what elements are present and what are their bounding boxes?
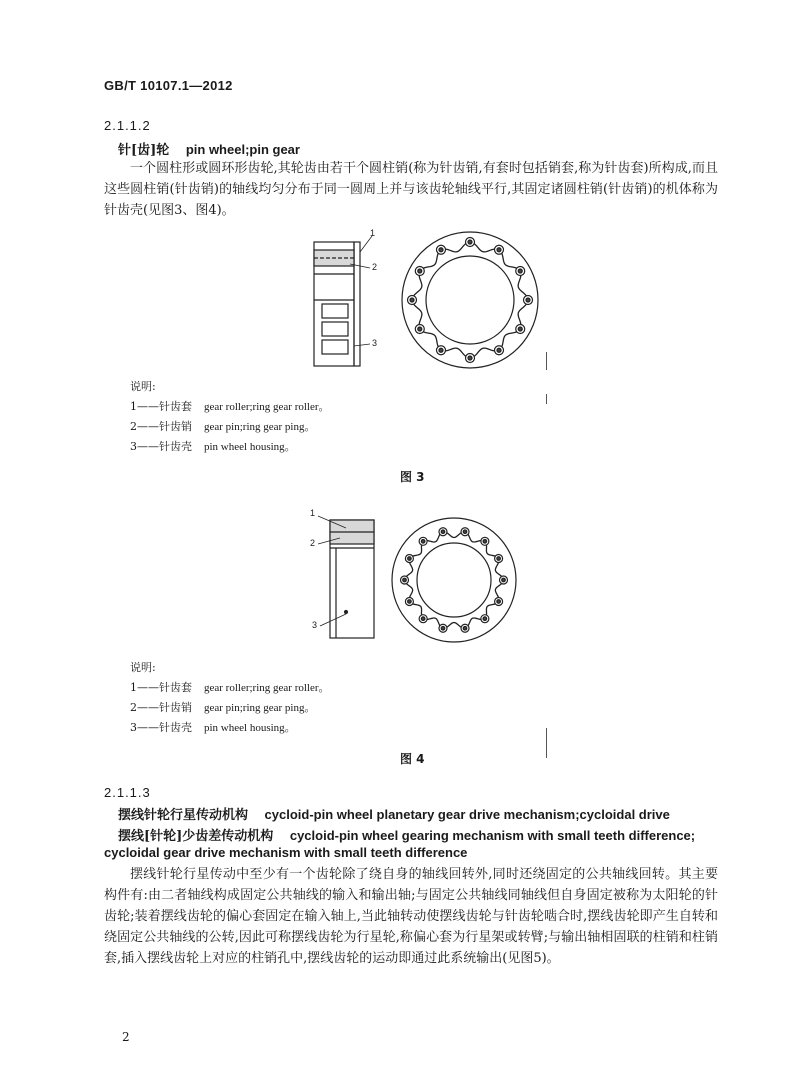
term-en-continued: cycloidal gear drive mechanism with small teeth difference [104,845,468,860]
gear-pin-core [518,269,522,273]
figure-4-legend [130,658,330,738]
gear-pin-core [468,240,472,244]
definition-pin-wheel: 一个圆柱形或圆环形齿轮,其轮齿由若干个圆柱销(称为针齿销,有套时包括销套,称为针齿套)所构成,而且这些圆柱销(针齿销)的轴线均匀分布于同一圆周上并与该齿轮轴线平行,其固定诸圆柱销(针齿销)的机体称为针齿壳(见图3、图4)。 [104,161,718,218]
gear-pin-core [418,327,422,331]
legend-item-1: 1——针齿套 gear roller;ring gear roller。 [130,400,330,413]
term-zh: 摆线针轮行星传动机构 [118,808,249,823]
term-pin-wheel [118,139,300,158]
gear-pin-core [483,617,487,621]
gear-pin-core [497,557,501,561]
figure-3-legend [130,377,330,457]
gear-pin-core [408,557,412,561]
legend-item-3: 3——针齿壳 pin wheel housing。 [130,440,296,453]
gear-pin-core [410,298,414,302]
standard-number: GB/T 10107.1—2012 [104,78,233,93]
term-cycloid-drive [118,804,670,823]
term-zh: 摆线[针轮]少齿差传动机构 [118,829,274,844]
scan-mark [546,394,547,404]
figure-4-drawing [300,508,540,648]
gear-pin-core [441,530,445,534]
figure-4-side-view [318,516,374,638]
scan-mark [546,352,547,370]
gear-pin-core [463,626,467,630]
figure-3-caption: 图 3 [400,470,425,484]
section-number-2-1-1-2: 2.1.1.2 [104,118,151,133]
term-small-teeth-difference [118,825,695,844]
gear-pin-core [483,540,487,544]
legend-item-2: 2——针齿销 gear pin;ring gear ping。 [130,701,316,714]
gear-pin-core [526,298,530,302]
definition-cycloid-drive: 摆线针轮行星传动中至少有一个齿轮除了绕自身的轴线回转外,同时还绕固定的公共轴线回转。其主要构件有:由二者轴线构成固定公共轴线的输入和输出轴;与固定公共轴线同轴线但自身固定被称为太阳轮的针齿轮;装着摆线齿轮的偏心套固定在输入轴上,当此轴转动使摆线齿轮与针齿轮啮合时,摆线齿轮即产生自转和绕固定公共轴线的公转,因此可称摆线齿轮为行星轮,称偏心套为行星架或转臂;与输出轴相固联的柱销和柱销套,插入摆线齿轮上对应的柱销孔中,摆线齿轮的运动即通过此系统输出(见图5)。 [104,867,718,966]
scan-mark [546,728,547,758]
gear-pin-core [418,269,422,273]
gear-pin-core [403,578,407,582]
section-number-2-1-1-3: 2.1.1.3 [104,785,151,800]
gear-pin-core [463,530,467,534]
term-en: cycloid-pin wheel gearing mechanism with small teeth difference; [289,828,696,843]
fig3-callout-3: 3 [372,338,378,348]
figure-4-front-view [392,518,516,642]
page-number: 2 [122,1030,130,1044]
gear-pin-core [518,327,522,331]
figure-3-drawing [300,222,540,372]
figure-3-side-view [314,236,372,366]
figure-3-front-view [402,232,538,368]
gear-pin-core [439,348,443,352]
term-en: pin wheel;pin gear [185,142,300,157]
legend-item-1: 1——针齿套 gear roller;ring gear roller。 [130,681,330,694]
gear-pin-core [468,356,472,360]
fig4-callout-3: 3 [312,620,318,630]
gear-pin-core [408,600,412,604]
legend-item-2: 2——针齿销 gear pin;ring gear ping。 [130,420,316,433]
fig4-callout-1: 1 [310,508,316,518]
gear-pin-core [497,348,501,352]
legend-item-3: 3——针齿壳 pin wheel housing。 [130,721,296,734]
gear-pin-core [502,578,506,582]
legend-title: 说明: [130,380,156,393]
term-en: cycloid-pin wheel planetary gear drive mechanism;cycloidal drive [264,807,670,822]
gear-pin-core [497,600,501,604]
term-zh: 针[齿]轮 [118,143,170,158]
figure-4-caption: 图 4 [400,752,425,766]
gear-pin-core [421,617,425,621]
gear-pin-core [421,540,425,544]
legend-title: 说明: [130,661,156,674]
gear-pin-core [439,248,443,252]
fig4-callout-2: 2 [310,538,316,548]
gear-pin-core [441,626,445,630]
gear-pin-core [497,248,501,252]
fig3-callout-1: 1 [370,228,376,238]
fig3-callout-2: 2 [372,262,378,272]
